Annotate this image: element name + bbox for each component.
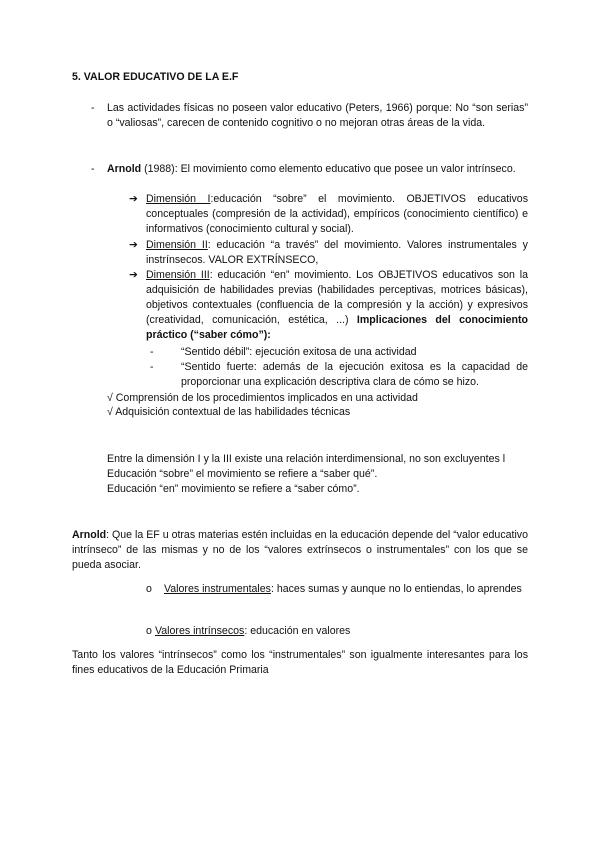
value-instrumental bbox=[164, 582, 528, 597]
value-text: : educación en valores bbox=[244, 625, 351, 637]
dimension-text: : educación “a través” del movimiento. Valores instrumentales y instrínsecos. VALOR EXTRÍNSECO, bbox=[146, 239, 528, 266]
section-heading: 5. VALOR EDUCATIVO DE LA E.F bbox=[72, 71, 239, 83]
dimension-text: :educación “sobre” el movimiento. OBJETIVOS educativos conceptuales (compresión de la actividad), empíricos (conocimiento científico) e informativos (conocimiento cultural y social). bbox=[146, 193, 528, 235]
bullet-arnold-text: (1988): El movimiento como elemento educativo que posee un valor intrínseco. bbox=[141, 163, 516, 175]
closing-paragraph: Tanto los valores “intrínsecos” como los “instrumentales” son igualmente interesantes para los fines educativos de la Educación Primaria bbox=[72, 649, 528, 676]
dash-bullet: - bbox=[150, 361, 154, 373]
dimension-label: Dimensión II bbox=[146, 239, 208, 251]
check-item bbox=[107, 391, 528, 406]
arnold-paragraph bbox=[72, 528, 528, 573]
arrow-icon: ➔ bbox=[129, 193, 138, 205]
circle-bullet-icon: o bbox=[146, 625, 152, 637]
dimension-3 bbox=[146, 268, 528, 343]
relation-line: Entre la dimensión I y la III existe una relación interdimensional, no son excluyentes l bbox=[107, 453, 506, 465]
author-name: Arnold bbox=[72, 529, 107, 541]
bullet-peters-text: Las actividades físicas no poseen valor educativo (Peters, 1966) porque: No “son serias” o “valiosas”, carecen de contenido cognitivo o no mejoran otras áreas de la vida. bbox=[107, 102, 528, 129]
dimension-label: Dimensión III bbox=[146, 269, 210, 281]
dimension-1 bbox=[146, 192, 528, 237]
dimension-label: Dimensión I bbox=[146, 193, 211, 205]
check-text: Comprensión de los procedimientos implicados en una actividad bbox=[115, 392, 418, 404]
author-name: Arnold bbox=[107, 163, 142, 175]
arrow-icon: ➔ bbox=[129, 269, 138, 281]
check-item bbox=[107, 405, 528, 420]
dimension-colon: : bbox=[267, 329, 271, 341]
value-label: Valores instrumentales bbox=[164, 583, 271, 595]
arnold-paragraph-text: : Que la EF u otras materias estén incluidas en la educación depende del “valor educativo intrínseco” de las mismas y no de los “valores extrínsecos o instrumentales” con los que se pueda asociar. bbox=[72, 529, 528, 571]
sense-weak-text: “Sentido débil”: ejecución exitosa de una actividad bbox=[181, 346, 417, 358]
dimension-text: : educación “en” movimiento. Los OBJETIVOS educativos son la adquisición de habilidades previas (habilidades perceptivas, motrices básicas), objetivos contextuales (confluencia de la compresión y la acción) y expresivos (creatividad, comunicación, estética, ...) bbox=[146, 269, 528, 326]
dash-bullet: - bbox=[150, 346, 154, 358]
sense-strong-text: “Sentido fuerte: además de la ejecución exitosa es la capacidad de proporcionar una explicación descriptiva clara de cómo se hizo. bbox=[181, 361, 528, 388]
relation-line: Educación “en” movimiento se refiere a “saber cómo”. bbox=[107, 483, 360, 495]
check-icon: √ bbox=[107, 392, 113, 404]
sense-strong bbox=[146, 360, 528, 390]
dimension-emphasis: Implicaciones del conocimiento práctico (“saber cómo”) bbox=[146, 314, 528, 341]
bullet-arnold bbox=[107, 162, 528, 177]
check-icon: √ bbox=[107, 406, 113, 418]
circle-bullet-icon: o bbox=[146, 583, 152, 595]
dash-bullet: - bbox=[91, 102, 95, 114]
dash-bullet: - bbox=[91, 163, 95, 175]
value-label: Valores intrínsecos bbox=[155, 625, 245, 637]
arrow-icon: ➔ bbox=[129, 239, 138, 251]
value-intrinsic bbox=[155, 624, 528, 639]
check-text: Adquisición contextual de las habilidades técnicas bbox=[115, 406, 351, 418]
value-text: : haces sumas y aunque no lo entiendas, lo aprendes bbox=[270, 583, 522, 595]
relation-line: Educación “sobre” el movimiento se refiere a “saber qué”. bbox=[107, 468, 378, 480]
dimension-2 bbox=[146, 238, 528, 268]
